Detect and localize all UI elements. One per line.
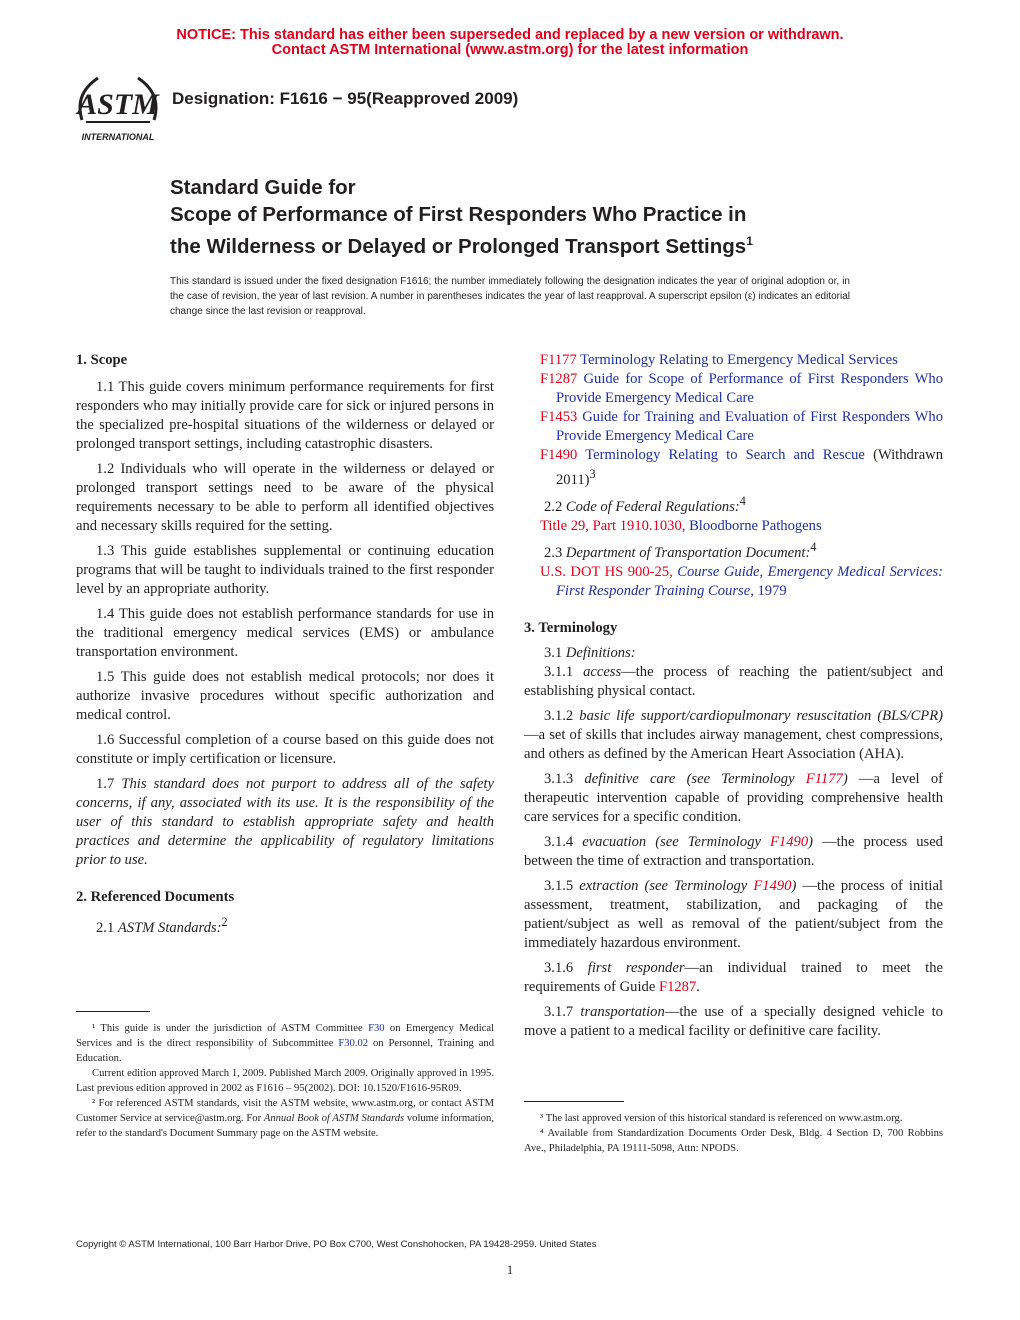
footnotes-right <box>524 1111 943 1156</box>
section-2-heading: 2. Referenced Documents <box>76 889 235 905</box>
link-f30[interactable]: F30 <box>368 1023 385 1034</box>
footnote-3: ³ The last approved version of this historical standard is referenced on www.astm.org. <box>540 1113 903 1124</box>
link-f1490-b[interactable]: F1490 <box>753 877 792 894</box>
logo-subtext: INTERNATIONAL <box>81 132 155 142</box>
def-extraction: 3.1.5 extraction (see Terminology F1490) —the process of initial assessment, treatment, stabilization, and packaging of the patient/subject as well as removal of the patient/subject from the immediately hazardous environment. <box>524 877 943 951</box>
footnote-1-edition: Current edition approved March 1, 2009. Published March 2009. Originally approved in 1995. Last previous edition approved in 2002 as F1616 – 95(2002). DOI: 10.1520/F1616-95R09. <box>76 1068 494 1094</box>
ref-f1287[interactable]: F1287 Guide for Scope of Performance of First Responders Who Provide Emergency Medical Care <box>540 371 943 406</box>
para-1-2: 1.2 Individuals who will operate in the wilderness or delayed or prolonged transport settings need to be aware of the physical requirements necessary to be able to perform all identified objectives and necessary skills required for the setting. <box>76 461 494 534</box>
def-definitive-care: 3.1.3 definitive care (see Terminology F1177) —a level of therapeutic intervention capable of providing comprehensive health care services for a specific condition. <box>524 770 943 825</box>
logo-text: ASTM <box>77 88 159 121</box>
document-title <box>170 175 753 260</box>
para-3-1: 3.1 Definitions: <box>544 644 636 661</box>
page-number: 1 <box>506 1262 514 1277</box>
footnote-divider-left <box>76 1011 150 1012</box>
ref-f1453[interactable]: F1453 Guide for Training and Evaluation of First Responders Who Provide Emergency Medical Care <box>540 409 943 444</box>
ref-f1177[interactable]: F1177 Terminology Relating to Emergency Medical Services <box>540 352 898 368</box>
def-transportation: 3.1.7 transportation—the use of a specially designed vehicle to move a patient to a medical facility or definitive care facility. <box>524 1003 943 1039</box>
ref-f1490[interactable]: F1490 Terminology Relating to Search and Rescue (Withdrawn 2011)$^3$ <box>540 447 944 488</box>
link-f1490-a[interactable]: F1490 <box>770 833 809 850</box>
para-1-6: 1.6 Successful completion of a course based on this guide does not constitute or imply certification or licensure. <box>76 732 494 767</box>
link-f30-02[interactable]: F30.02 <box>338 1038 369 1049</box>
footnote-2: ² For referenced ASTM standards, visit the ASTM website, www.astm.org, or contact ASTM Customer Service at service@astm.org. For Annual Book of ASTM Standards volume information, refer to the standard's Document Summary page on the ASTM website. <box>76 1098 494 1139</box>
section-1-heading: 1. Scope <box>76 352 128 368</box>
para-2-3: 2.3 Department of Transportation Document:$^4$ <box>544 539 817 561</box>
def-first-responder: 3.1.6 first responder—an individual trained to meet the requirements of Guide F1287. <box>524 959 943 995</box>
title-line-1: Standard Guide for <box>170 176 356 199</box>
para-1-1: 1.1 This guide covers minimum performance requirements for first responders who may initially provide care for sick or injured persons in the specialized pre-hospital situations of the wilderness or delayed or prolonged transport settings, including catastrophic disasters. <box>76 379 494 452</box>
footnote-4: ⁴ Available from Standardization Documents Order Desk, Bldg. 4 Section D, 700 Robbins Ave., Philadelphia, PA 19111-5098, Attn: NPODS. <box>524 1128 943 1154</box>
para-1-3: 1.3 This guide establishes supplemental or continuing education programs that will be taught to individuals trained to the first responder level by an appropriate authority. <box>76 543 494 597</box>
left-column <box>76 351 494 944</box>
para-2-2: 2.2 Code of Federal Regulations:$^4$ <box>544 493 746 515</box>
def-bls-cpr: 3.1.2 basic life support/cardiopulmonary resuscitation (BLS/CPR)—a set of skills that includes airway management, chest compressions, and others as defined by the American Heart Association (AHA). <box>524 707 943 762</box>
link-f1287[interactable]: F1287 <box>658 978 697 995</box>
astm-logo <box>72 68 164 144</box>
preamble: This standard is issued under the fixed designation F1616; the number immediately following the designation indicates the year of original adoption or, in the case of revision, the year of last revision. A number in parentheses indicates the year of last reapproval. A superscript epsilon (ε) indicates an editorial change since the last revision or reapproval. <box>170 276 850 317</box>
def-access: 3.1.1 access—the process of reaching the patient/subject and establishing physical contact. <box>524 663 943 699</box>
link-f1177[interactable]: F1177 <box>805 770 843 787</box>
para-2-1: 2.1 ASTM Standards:$^2$ <box>96 915 228 936</box>
para-1-5: 1.5 This guide does not establish medical protocols; nor does it authorize invasive procedures without specific authorization and medical control. <box>76 669 494 723</box>
title-line-3: the Wilderness or Delayed or Prolonged Transport Settings$^1$ <box>170 234 753 258</box>
para-1-4: 1.4 This guide does not establish performance standards for use in the traditional emergency medical services (EMS) or ambulance transportation environment. <box>76 606 494 660</box>
ref-dot[interactable]: U.S. DOT HS 900-25, Course Guide, Emergency Medical Services: First Responder Training Course, 1979 <box>540 563 943 599</box>
footnote-1: ¹ This guide is under the jurisdiction of ASTM Committee F30 on Emergency Medical Services and is the direct responsibility of Subcommittee F30.02 on Personnel, Training and Education. <box>76 1023 494 1064</box>
para-1-7: 1.7 This standard does not purport to address all of the safety concerns, if any, associated with its use. It is the responsibility of the user of this standard to establish appropriate safety and health practices and determine the applicability of regulatory limitations prior to use. <box>76 776 494 868</box>
footnotes-left <box>76 1021 494 1141</box>
title-line-2: Scope of Performance of First Responders Who Practice in <box>170 202 747 226</box>
notice-line-2: Contact ASTM International (www.astm.org) for the latest information <box>271 42 749 58</box>
right-column <box>524 351 943 1047</box>
footnote-divider-right <box>524 1101 624 1102</box>
section-3-heading: 3. Terminology <box>524 619 618 636</box>
designation: Designation: F1616 − 95(Reapproved 2009) <box>172 89 519 108</box>
notice-line-1: NOTICE: This standard has either been superseded and replaced by a new version or withdrawn. <box>176 27 844 43</box>
def-evacuation: 3.1.4 evacuation (see Terminology F1490) —the process used between the time of extraction and transportation. <box>524 833 943 869</box>
copyright-footer: Copyright © ASTM International, 100 Barr Harbor Drive, PO Box C700, West Conshohocken, PA 19428-2959. United States <box>76 1239 597 1250</box>
ref-cfr[interactable]: Title 29, Part 1910.1030, Bloodborne Pathogens <box>540 517 822 534</box>
title-footnote-ref[interactable]: 1 <box>746 234 753 248</box>
